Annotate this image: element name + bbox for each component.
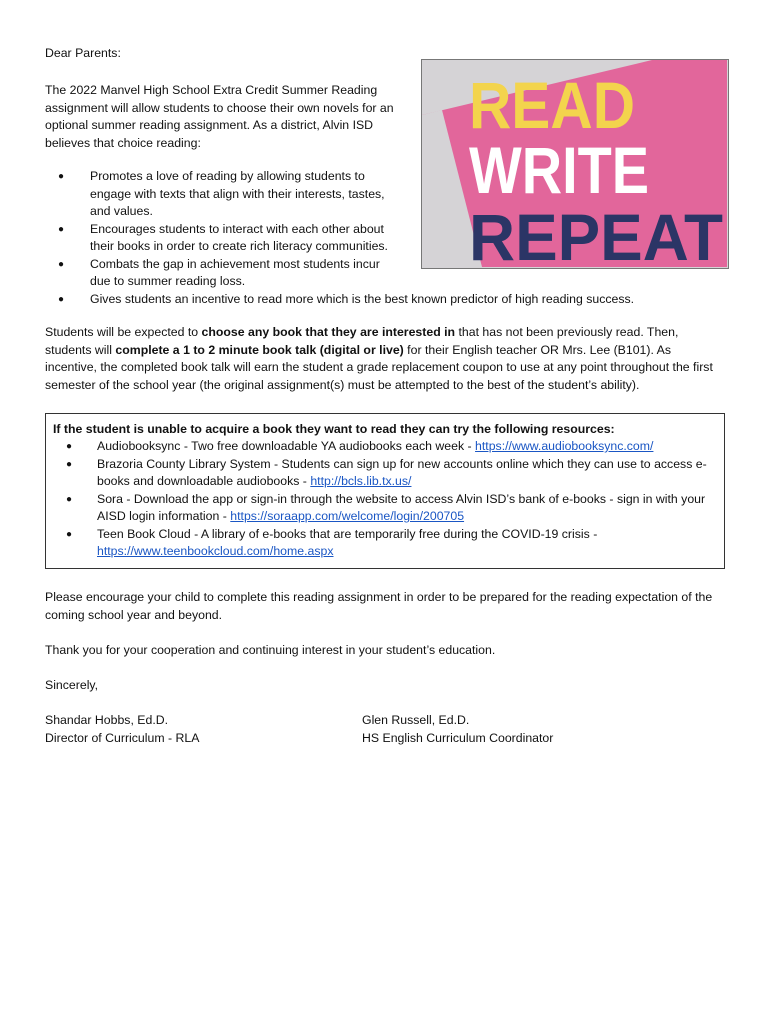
expect-text-1: Students will be expected to	[45, 325, 202, 339]
resources-title: If the student is unable to acquire a book they want to read they can try the following resources:	[53, 422, 615, 436]
resource-text: Audiobooksync - Two free downloadable YA audiobooks each week -	[97, 439, 476, 453]
closing: Sincerely,	[45, 678, 99, 692]
expect-bold-1: choose any book that they are interested in	[201, 325, 456, 339]
list-item: ● Gives students an incentive to read more which is the best known predictor of high reading success.	[45, 291, 685, 309]
list-item	[53, 491, 713, 526]
bcls-link[interactable]: http://bcls.lib.tx.us/	[310, 474, 412, 488]
resources-list	[53, 438, 713, 561]
encourage-paragraph: Please encourage your child to complete this reading assignment in order to be prepared for the reading expectation of the coming school year and beyond.	[45, 590, 713, 622]
banner-line-read: READ	[469, 68, 635, 142]
list-item	[53, 526, 713, 561]
thanks-paragraph: Thank you for your cooperation and continuing interest in your student’s education.	[45, 643, 496, 657]
resource-text: Teen Book Cloud - A library of e-books that are temporarily free during the COVID-19 crisis -	[97, 526, 598, 541]
banner-line-repeat: REPEAT	[469, 200, 723, 267]
audiobooksync-link[interactable]: https://www.audiobooksync.com/	[475, 439, 654, 453]
teenbookcloud-link[interactable]: https://www.teenbookcloud.com/home.aspx	[97, 544, 334, 558]
expect-text-2: that has not been previously read. Then, students will	[45, 325, 679, 357]
signature-name: Glen Russell, Ed.D.	[362, 713, 470, 727]
sora-link[interactable]: https://soraapp.com/welcome/login/200705	[230, 509, 465, 523]
list-item	[53, 456, 713, 491]
resource-text: Brazoria County Library System - Students can sign up for new accounts online which they can use to access e-books and downloadable audiobooks -	[97, 456, 707, 488]
intro-paragraph: The 2022 Manvel High School Extra Credit Summer Reading assignment will allow students to choose their own novels for an optional summer reading assignment. As a district, Alvin ISD believes that choice reading:	[45, 83, 394, 150]
list-item: ● Combats the gap in achievement most students incur due to summer reading loss.	[45, 256, 390, 291]
signature-block-russell	[362, 712, 553, 747]
expect-bold-2: complete a 1 to 2 minute book talk (digital or live)	[115, 342, 404, 357]
banner-line-write: WRITE	[469, 133, 649, 207]
list-item: ● Promotes a love of reading by allowing students to engage with texts that align with their interests, tastes, and values.	[45, 168, 390, 221]
resources-box	[45, 413, 725, 569]
resource-text: Sora - Download the app or sign-in through the website to access Alvin ISD’s bank of e-books - sign in with your AISD login information -	[97, 491, 706, 523]
list-item: ● Encourages students to interact with each other about their books in order to create rich literacy communities.	[45, 221, 390, 256]
expect-text-3: for their English teacher OR Mrs. Lee (B101). As incentive, the completed book talk will earn the student a grade replacement coupon to use at any point throughout the first semester of the school year (the original assignment(s) must be attempted to the best of the student’s ability).	[45, 342, 713, 392]
choice-reading-benefits-list	[45, 168, 685, 308]
signature-title: Director of Curriculum - RLA	[45, 730, 200, 745]
signature-name: Shandar Hobbs, Ed.D.	[45, 713, 169, 727]
greeting: Dear Parents:	[45, 46, 121, 60]
signature-block-hobbs	[45, 712, 199, 747]
expectations-paragraph	[45, 324, 715, 394]
signature-title: HS English Curriculum Coordinator	[362, 730, 554, 745]
list-item	[53, 438, 713, 456]
